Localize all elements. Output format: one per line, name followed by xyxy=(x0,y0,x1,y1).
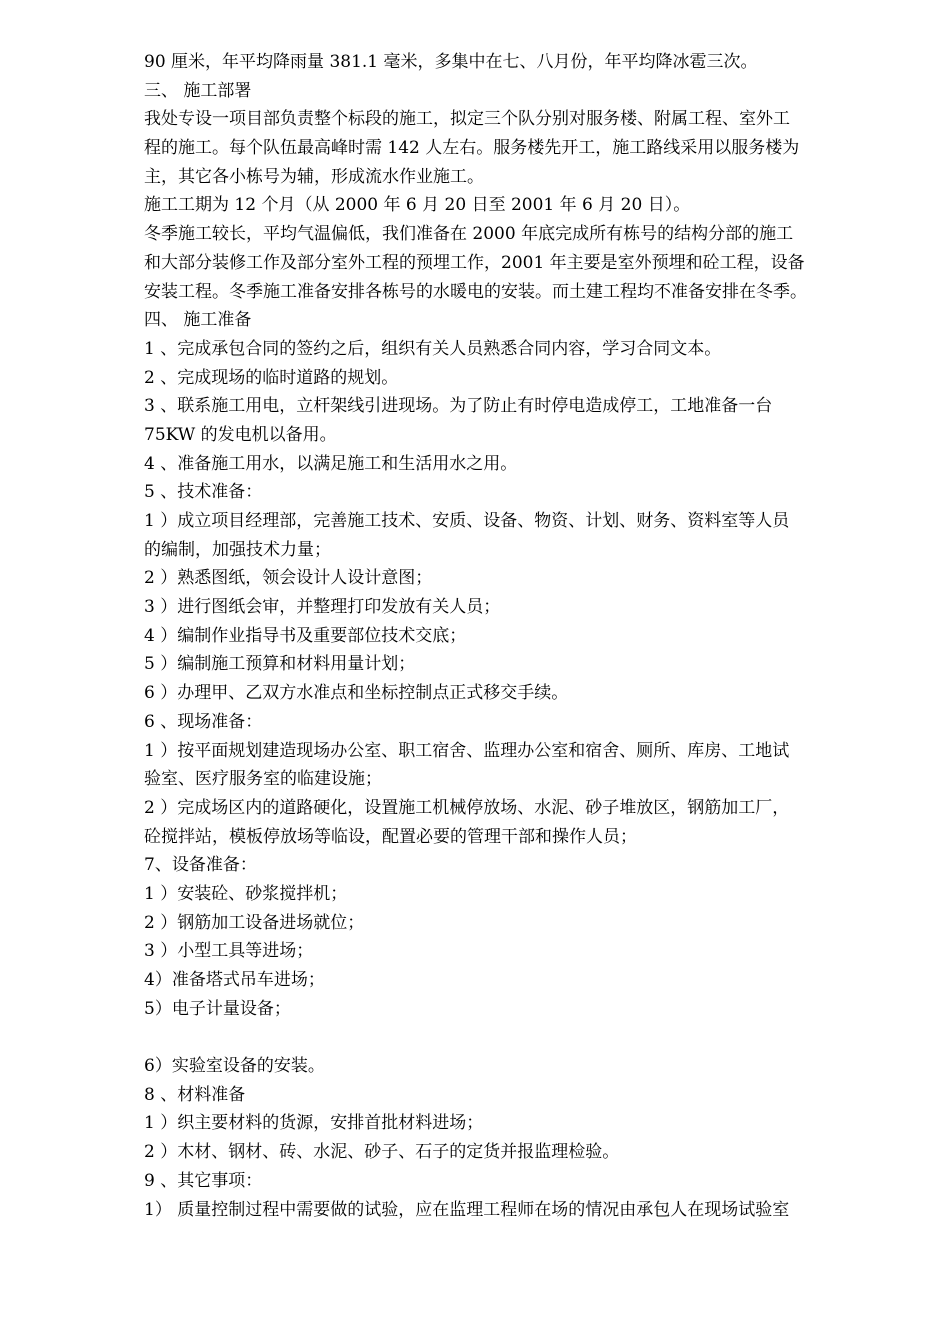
text-line: 主，其它各小栋号为辅，形成流水作业施工。 xyxy=(144,166,484,187)
list-item: 6 ）办理甲、乙双方水准点和坐标控制点正式移交手续。 xyxy=(144,683,569,704)
text-line: 安装工程。冬季施工准备安排各栋号的水暖电的安装。而土建工程均不准备安排在冬季。 xyxy=(144,281,807,302)
list-item: 3 、联系施工用电，立杆架线引进现场。为了防止有时停电造成停工，工地准备一台 xyxy=(144,396,773,417)
list-item: 5）电子计量设备； xyxy=(144,998,291,1019)
text-line: 90 厘米，年平均降雨量 381.1 毫米，多集中在七、八月份，年平均降冰雹三次。 xyxy=(144,52,758,72)
list-item: 4）准备塔式吊车进场； xyxy=(144,970,325,990)
text-line: 的编制，加强技术力量； xyxy=(144,539,331,560)
list-item: 1 ）织主要材料的货源，安排首批材料进场； xyxy=(144,1113,484,1134)
list-item: 6 、现场准备： xyxy=(144,711,263,732)
text-line: 我处专设一项目部负责整个标段的施工，拟定三个队分别对服务楼、附属工程、室外工 xyxy=(144,109,790,130)
list-item: 1 ）按平面规划建造现场办公室、职工宿舍、监理办公室和宿舍、厕所、库房、工地试 xyxy=(144,740,790,761)
list-item: 7、设备准备： xyxy=(144,855,257,876)
list-item: 2 ）木材、钢材、砖、水泥、砂子、石子的定货并报监理检验。 xyxy=(144,1142,620,1163)
list-item: 2 ）钢筋加工设备进场就位； xyxy=(144,912,365,933)
document-body xyxy=(144,48,889,1224)
list-item: 9 、其它事项： xyxy=(144,1170,263,1191)
section-heading: 三、 施工部署 xyxy=(144,80,252,101)
text-line: 施工工期为 12 个月（从 2000 年 6 月 20 日至 2001 年 6 月 20 日）。 xyxy=(144,195,691,216)
text-line: 程的施工。每个队伍最高峰时需 142 人左右。服务楼先开工，施工路线采用以服务楼为 xyxy=(144,138,800,159)
section-heading: 四、 施工准备 xyxy=(144,310,252,331)
list-item: 4 、准备施工用水，以满足施工和生活用水之用。 xyxy=(144,453,518,474)
list-item: 6）实验室设备的安装。 xyxy=(144,1056,325,1077)
text-line: 验室、医疗服务室的临建设施； xyxy=(144,769,382,790)
blank-line xyxy=(144,1023,889,1052)
text-line: 75KW 的发电机以备用。 xyxy=(144,424,337,445)
list-item: 2 ）熟悉图纸，领会设计人设计意图； xyxy=(144,568,433,589)
list-item: 2 、完成现场的临时道路的规划。 xyxy=(144,367,399,388)
list-item: 5 ）编制施工预算和材料用量计划； xyxy=(144,654,416,675)
list-item: 4 ）编制作业指导书及重要部位技术交底； xyxy=(144,625,467,646)
list-item: 2 ）完成场区内的道路硬化，设置施工机械停放场、水泥、砂子堆放区，钢筋加工厂， xyxy=(144,797,790,818)
text-line: 冬季施工较长，平均气温偏低，我们准备在 2000 年底完成所有栋号的结构分部的施工 xyxy=(144,224,794,245)
list-item: 8 、材料准备 xyxy=(144,1084,246,1105)
text-line: 砼搅拌站，模板停放场等临设，配置必要的管理干部和操作人员； xyxy=(144,826,637,847)
list-item: 1） 质量控制过程中需要做的试验，应在监理工程师在场的情况由承包人在现场试验室 xyxy=(144,1199,790,1220)
list-item: 5 、技术准备： xyxy=(144,482,263,503)
list-item: 1 、完成承包合同的签约之后，组织有关人员熟悉合同内容，学习合同文本。 xyxy=(144,338,722,359)
list-item: 3 ）小型工具等进场； xyxy=(144,941,314,962)
list-item: 3 ）进行图纸会审，并整理打印发放有关人员； xyxy=(144,597,501,618)
list-item: 1 ）成立项目经理部，完善施工技术、安质、设备、物资、计划、财务、资料室等人员 xyxy=(144,511,790,531)
list-item: 1 ）安装砼、砂浆搅拌机； xyxy=(144,883,348,904)
text-line: 和大部分装修工作及部分室外工程的预埋工作，2001 年主要是室外预埋和砼工程，设备 xyxy=(144,252,805,273)
